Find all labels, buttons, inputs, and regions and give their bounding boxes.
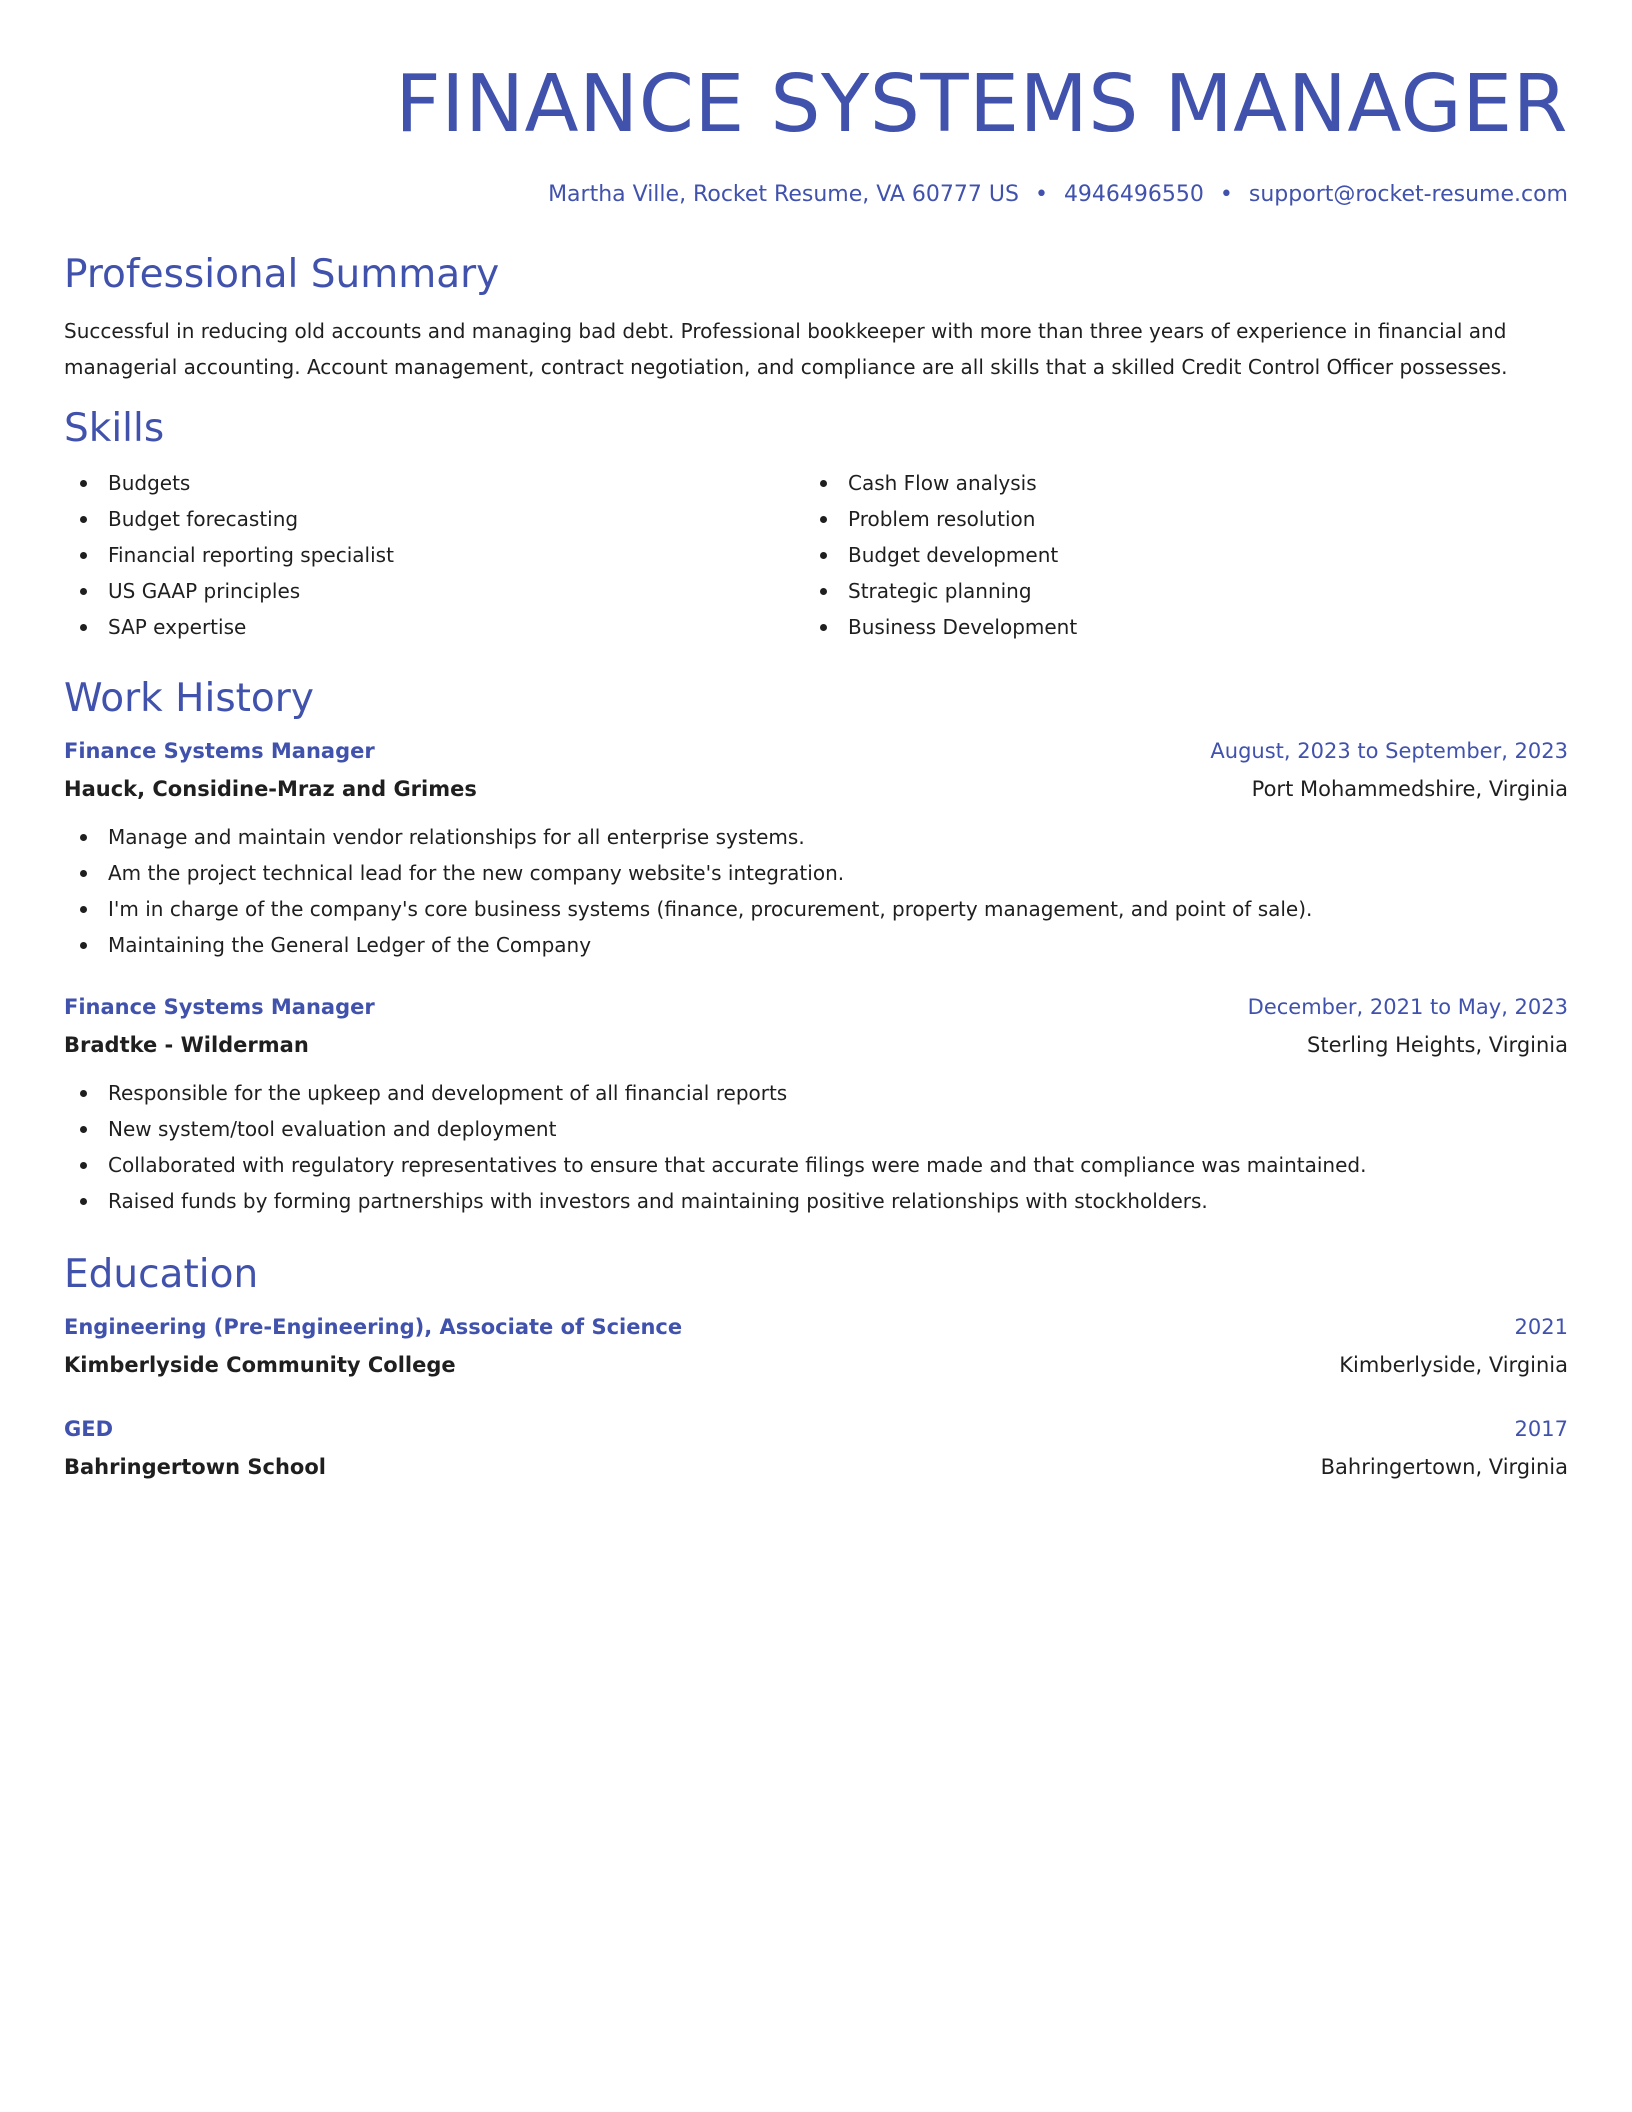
- skills-grid: [64, 465, 1568, 645]
- contact-phone: 4946496550: [1063, 182, 1204, 207]
- skill-item: Financial reporting specialist: [64, 537, 804, 573]
- contact-separator: •: [1219, 182, 1233, 207]
- job-bullet: Manage and maintain vendor relationships for all enterprise systems.: [64, 819, 1568, 855]
- job-bullet: Maintaining the General Ledger of the Company: [64, 927, 1568, 963]
- job-title: Finance Systems Manager: [64, 739, 375, 763]
- resume-name: FINANCE SYSTEMS MANAGER: [395, 58, 1568, 150]
- job-entry: [64, 989, 1568, 1219]
- job-entry: [64, 733, 1568, 963]
- job-company-row: [64, 769, 1568, 809]
- summary-heading: Professional Summary: [64, 252, 500, 297]
- job-location: Port Mohammedshire, Virginia: [1251, 777, 1568, 801]
- job-company: Bradtke - Wilderman: [64, 1033, 309, 1057]
- education-header-row: [64, 1411, 1568, 1447]
- education-degree: Engineering (Pre-Engineering), Associate of Science: [64, 1315, 683, 1339]
- work-history-section: [64, 673, 1568, 1219]
- education-location: Kimberlyside, Virginia: [1339, 1353, 1568, 1377]
- education-heading: Education: [64, 1252, 259, 1297]
- contact-separator: •: [1034, 182, 1048, 207]
- job-bullet: Am the project technical lead for the new company website's integration.: [64, 855, 1568, 891]
- skill-item: Budgets: [64, 465, 804, 501]
- summary-section: [64, 249, 1568, 385]
- skills-column-left: [64, 465, 804, 645]
- education-degree: GED: [64, 1417, 114, 1441]
- job-location: Sterling Heights, Virginia: [1307, 1033, 1568, 1057]
- education-entry: [64, 1309, 1568, 1385]
- education-location: Bahringertown, Virginia: [1320, 1455, 1568, 1479]
- education-school-row: [64, 1345, 1568, 1385]
- job-bullets: [64, 1075, 1568, 1219]
- skill-item: Business Development: [804, 609, 1544, 645]
- job-bullet: Collaborated with regulatory representatives to ensure that accurate filings were made and that compliance was maintained.: [64, 1147, 1568, 1183]
- job-bullets: [64, 819, 1568, 963]
- job-dates: August, 2023 to September, 2023: [1210, 739, 1568, 763]
- skills-heading: Skills: [64, 406, 165, 451]
- education-year: 2021: [1514, 1315, 1568, 1339]
- contact-line: [64, 179, 1568, 211]
- skill-item: US GAAP principles: [64, 573, 804, 609]
- skill-item: Cash Flow analysis: [804, 465, 1544, 501]
- skills-section: [64, 403, 1568, 645]
- contact-address: Martha Ville, Rocket Resume, VA 60777 US: [548, 182, 1019, 207]
- education-school: Kimberlyside Community College: [64, 1353, 456, 1377]
- education-school-row: [64, 1447, 1568, 1487]
- job-company: Hauck, Considine-Mraz and Grimes: [64, 777, 477, 801]
- skill-item: Budget forecasting: [64, 501, 804, 537]
- skill-item: Problem resolution: [804, 501, 1544, 537]
- job-header-row: [64, 733, 1568, 769]
- education-school: Bahringertown School: [64, 1455, 326, 1479]
- education-entry: [64, 1411, 1568, 1487]
- job-title: Finance Systems Manager: [64, 995, 375, 1019]
- job-dates: December, 2021 to May, 2023: [1247, 995, 1568, 1019]
- resume-header: [64, 54, 1568, 211]
- job-header-row: [64, 989, 1568, 1025]
- summary-text: Successful in reducing old accounts and managing bad debt. Professional bookkeeper with more than three years of experience in financial and managerial accounting. Account management, contract negotiation, and compliance are all skills that a skilled Credit Control Officer possesses.: [64, 319, 1508, 379]
- education-header-row: [64, 1309, 1568, 1345]
- job-bullet: Raised funds by forming partnerships with investors and maintaining positive relationships with stockholders.: [64, 1183, 1568, 1219]
- work-history-heading: Work History: [64, 676, 314, 721]
- skill-item: SAP expertise: [64, 609, 804, 645]
- job-bullet: New system/tool evaluation and deployment: [64, 1111, 1568, 1147]
- skill-item: Budget development: [804, 537, 1544, 573]
- job-company-row: [64, 1025, 1568, 1065]
- contact-email: support@rocket-resume.com: [1248, 182, 1568, 207]
- education-year: 2017: [1514, 1417, 1568, 1441]
- job-bullet: I'm in charge of the company's core business systems (finance, procurement, property management, and point of sale).: [64, 891, 1568, 927]
- skill-item: Strategic planning: [804, 573, 1544, 609]
- job-bullet: Responsible for the upkeep and development of all financial reports: [64, 1075, 1568, 1111]
- skills-column-right: [804, 465, 1544, 645]
- education-section: [64, 1249, 1568, 1487]
